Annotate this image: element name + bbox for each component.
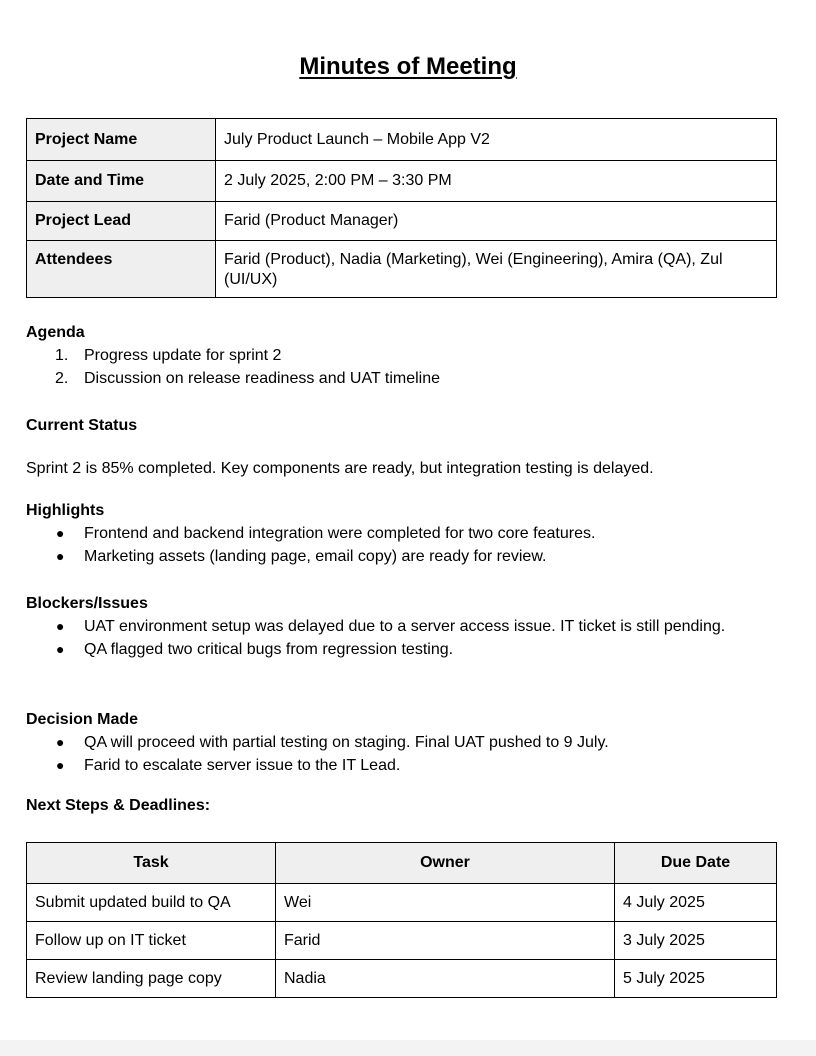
- bullet-icon: ●: [56, 618, 65, 634]
- decision-section: [26, 708, 766, 777]
- list-item: [26, 615, 766, 638]
- list-item: [26, 754, 766, 777]
- list-item: [26, 731, 766, 754]
- highlights-list: [26, 522, 766, 568]
- column-header-owner: Owner: [276, 843, 615, 884]
- table-row: [27, 119, 777, 161]
- task-cell: Follow up on IT ticket: [27, 922, 276, 960]
- list-item-text: Discussion on release readiness and UAT timeline: [84, 370, 441, 387]
- blockers-heading: Blockers/Issues: [26, 595, 148, 612]
- table-row: [27, 241, 777, 298]
- project-name-label: Project Name: [27, 119, 216, 161]
- list-item-text: QA flagged two critical bugs from regression testing.: [84, 641, 454, 658]
- list-item-text: Marketing assets (landing page, email copy) are ready for review.: [84, 548, 547, 565]
- list-item: [26, 522, 766, 545]
- table-row: [27, 960, 777, 998]
- owner-cell: Farid: [276, 922, 615, 960]
- table-row: [27, 922, 777, 960]
- blockers-section: [26, 592, 766, 661]
- next-steps-heading: Next Steps & Deadlines:: [26, 797, 211, 814]
- current-status-section: [26, 414, 766, 480]
- due-date-cell: 5 July 2025: [615, 960, 777, 998]
- project-lead-label: Project Lead: [27, 202, 216, 241]
- project-info-table: [26, 118, 777, 298]
- agenda-heading: Agenda: [26, 324, 85, 341]
- bullet-icon: ●: [56, 525, 65, 541]
- highlights-heading: Highlights: [26, 502, 105, 519]
- due-date-cell: 4 July 2025: [615, 884, 777, 922]
- blockers-list: [26, 615, 766, 661]
- project-lead-value: Farid (Product Manager): [216, 202, 777, 241]
- highlights-section: [26, 499, 766, 568]
- task-cell: Review landing page copy: [27, 960, 276, 998]
- task-cell: Submit updated build to QA: [27, 884, 276, 922]
- owner-cell: Nadia: [276, 960, 615, 998]
- page-title: Minutes of Meeting: [299, 53, 517, 80]
- date-time-label: Date and Time: [27, 161, 216, 202]
- list-item-text: Frontend and backend integration were completed for two core features.: [84, 525, 596, 542]
- next-steps-table: [26, 842, 777, 998]
- current-status-text: Sprint 2 is 85% completed. Key components are ready, but integration testing is delayed.: [26, 460, 654, 477]
- list-item: [26, 545, 766, 568]
- column-header-due-date: Due Date: [615, 843, 777, 884]
- current-status-heading: Current Status: [26, 417, 138, 434]
- next-steps-section: [26, 794, 766, 817]
- due-date-cell: 3 July 2025: [615, 922, 777, 960]
- table-row: [27, 202, 777, 241]
- table-header-row: [27, 843, 777, 884]
- bullet-icon: ●: [56, 548, 65, 564]
- agenda-section: [26, 321, 766, 390]
- table-row: [27, 161, 777, 202]
- list-item-text: UAT environment setup was delayed due to a server access issue. IT ticket is still pending.: [84, 618, 726, 635]
- decision-heading: Decision Made: [26, 711, 139, 728]
- list-item-text: Farid to escalate server issue to the IT Lead.: [84, 757, 401, 774]
- list-item: [26, 344, 766, 367]
- bullet-icon: ●: [56, 734, 65, 750]
- attendees-label: Attendees: [27, 241, 216, 298]
- list-number: 1.: [55, 347, 69, 364]
- list-number: 2.: [55, 370, 69, 387]
- attendees-value: Farid (Product), Nadia (Marketing), Wei (Engineering), Amira (QA), Zul (UI/UX): [216, 241, 777, 298]
- list-item: [26, 638, 766, 661]
- table-row: [27, 884, 777, 922]
- date-time-value: 2 July 2025, 2:00 PM – 3:30 PM: [216, 161, 777, 202]
- list-item: [26, 367, 766, 390]
- list-item-text: QA will proceed with partial testing on staging. Final UAT pushed to 9 July.: [84, 734, 609, 751]
- bullet-icon: ●: [56, 757, 65, 773]
- project-name-value: July Product Launch – Mobile App V2: [216, 119, 777, 161]
- agenda-list: [26, 344, 766, 390]
- decision-list: [26, 731, 766, 777]
- owner-cell: Wei: [276, 884, 615, 922]
- bullet-icon: ●: [56, 641, 65, 657]
- column-header-task: Task: [27, 843, 276, 884]
- list-item-text: Progress update for sprint 2: [84, 347, 282, 364]
